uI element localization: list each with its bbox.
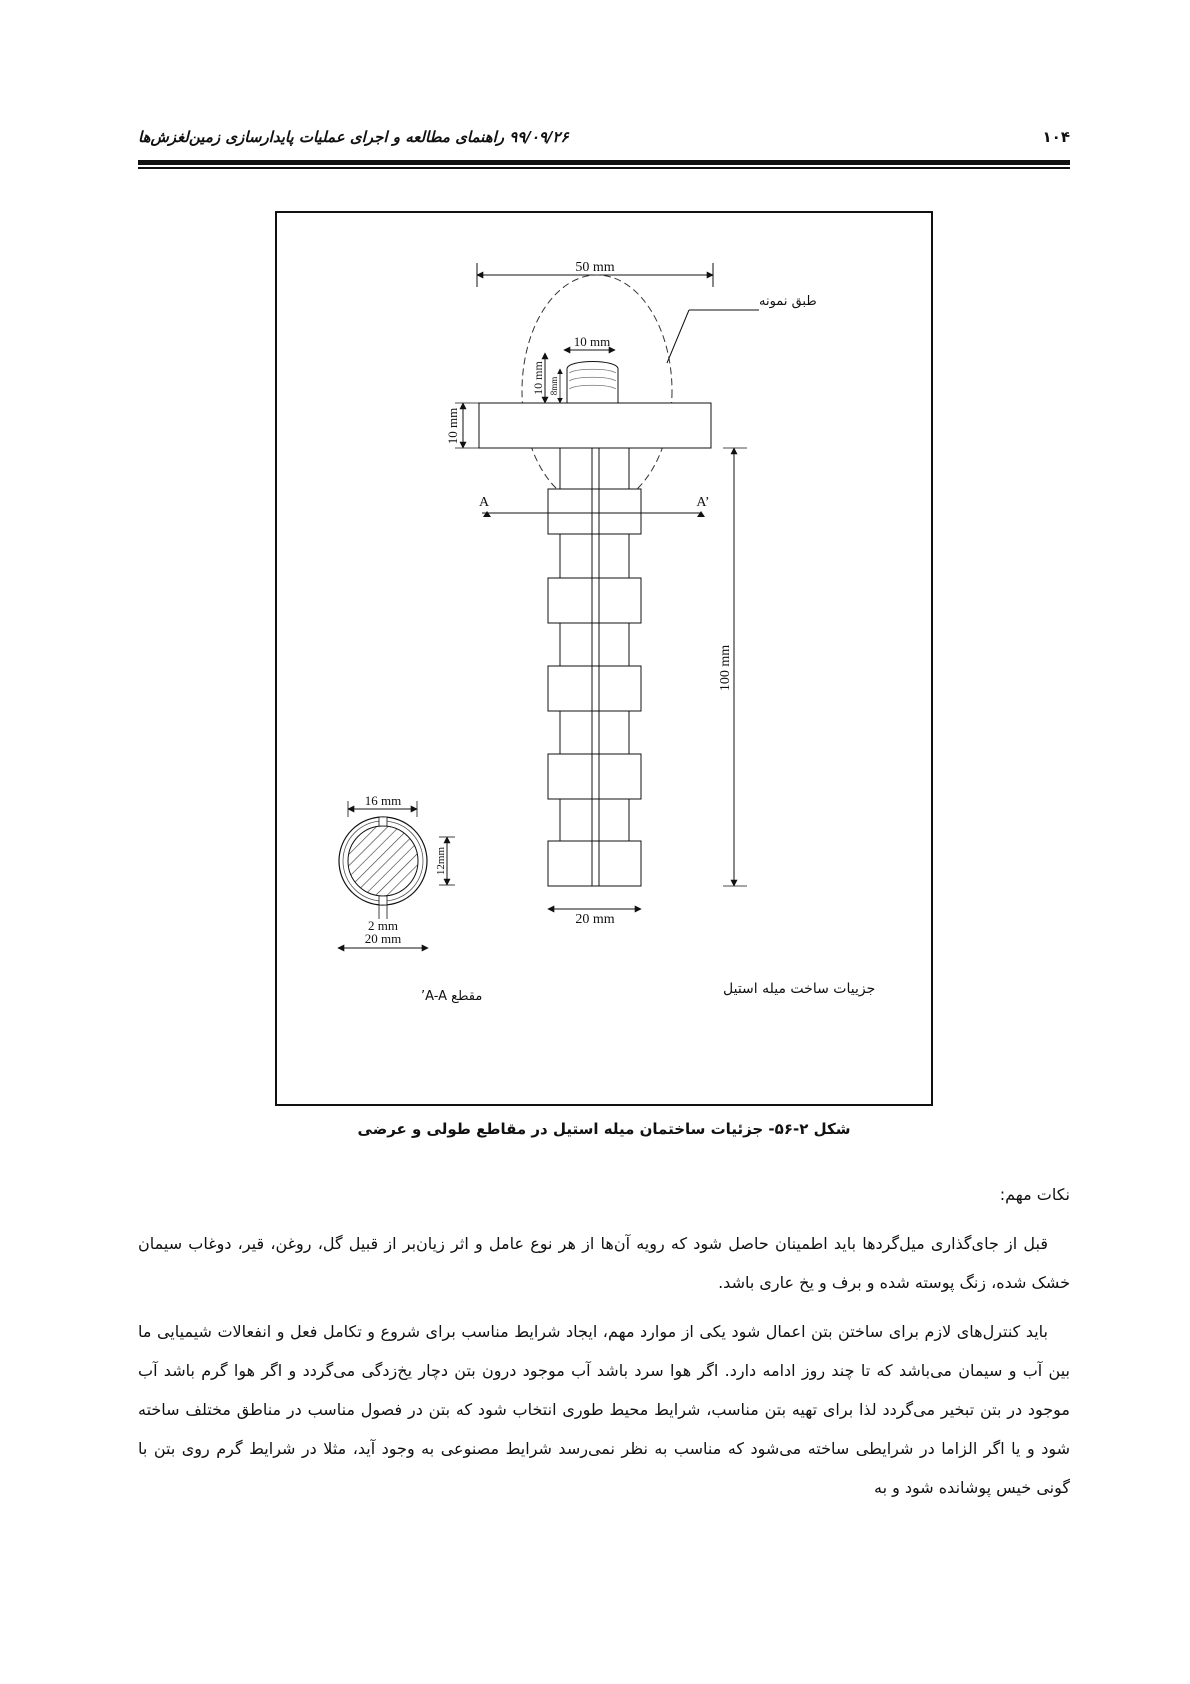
section-20mm-label: 20 mm <box>364 931 402 946</box>
paragraph-1: قبل از جای‌گذاری میل‌گردها باید اطمینان حاصل شود که رویه آن‌ها از هر نوع عامل و اثر زیان‌بر از قبیل گل، روغن، قیر، دوغاب سیمان خشک شده، زنگ پوسته شده و برف و یخ عاری باشد. <box>138 1234 1070 1292</box>
page-number: ۱۰۴ <box>1042 128 1070 146</box>
spacer-blocks <box>548 489 641 886</box>
section-mark-right: A’ <box>696 495 710 510</box>
section-title: مقطع A-A’ <box>421 989 483 1004</box>
dim-10mm-top-label: 10 mm <box>573 334 611 349</box>
dim-10mm-plate-label: 10 mm <box>445 407 460 445</box>
cross-section <box>338 793 455 948</box>
section-16mm-label: 16 mm <box>364 793 402 808</box>
dim-50mm-label: 50 mm <box>575 260 615 275</box>
header-rule-thick <box>138 160 1070 165</box>
dim-8mm-label: 8mm <box>549 376 559 396</box>
sample-plate-leader <box>667 310 689 363</box>
paragraph-2: باید کنترل‌های لازم برای ساختن بتن اعمال شود یکی از موارد مهم، ایجاد شرایط مناسب برای شروع و تکامل فعل و انفعالات شیمیایی ما بین آب و سیمان می‌باشد که تا چند روز ادامه دارد. اگر هوا سرد باشد آب موجود درون بتن دچار یخ‌زدگی می‌گردد و اگر هوا گرم باشد آب موجود در بتن تبخیر می‌گردد لذا برای تهیه بتن مناسب، شرایط محیط طوری انتخاب شود که بتن در فصول مناسب در مناطق مختلف ساخته شود و یا اگر الزاما در شرایطی ساخته می‌شود که مناسب به نظر نمی‌رسد شرایط مصنوعی به وجود آید، مثلا در شرایط گرم روی بتن با گونی خیس پوشانده شود و به <box>138 1322 1070 1497</box>
rod-detail-title: جزییات ساخت میله استیل <box>723 981 876 997</box>
dim-100mm-label: 100 mm <box>718 644 733 692</box>
dimension-50mm <box>477 260 713 287</box>
base-plate <box>479 403 711 448</box>
figure-frame <box>275 211 933 1106</box>
steel-rod-diagram <box>277 213 931 1104</box>
running-title: ۹۹/۰۹/۲۶ راهنمای مطالعه و اجرای عملیات پایدارسازی زمین‌لغزش‌ها <box>138 128 569 146</box>
section-12mm-label: 12mm <box>435 846 447 876</box>
body-text <box>138 1175 1070 1507</box>
section-mark-left: A <box>478 495 490 510</box>
section-2mm-label: 2 mm <box>368 918 398 933</box>
sample-plate-label: طبق نمونه <box>759 294 817 309</box>
dim-10mm-head-label: 10 mm <box>531 361 545 395</box>
figure-caption: شکل ۲-۵۶- جزئیات ساختمان میله استیل در مقاطع طولی و عرضی <box>357 1120 851 1138</box>
dim-20mm-bottom-label: 20 mm <box>575 912 615 927</box>
notes-heading: نکات مهم: <box>999 1185 1070 1204</box>
rod-head <box>567 362 618 404</box>
page-header <box>138 128 1070 154</box>
header-rule-thin <box>138 167 1070 169</box>
